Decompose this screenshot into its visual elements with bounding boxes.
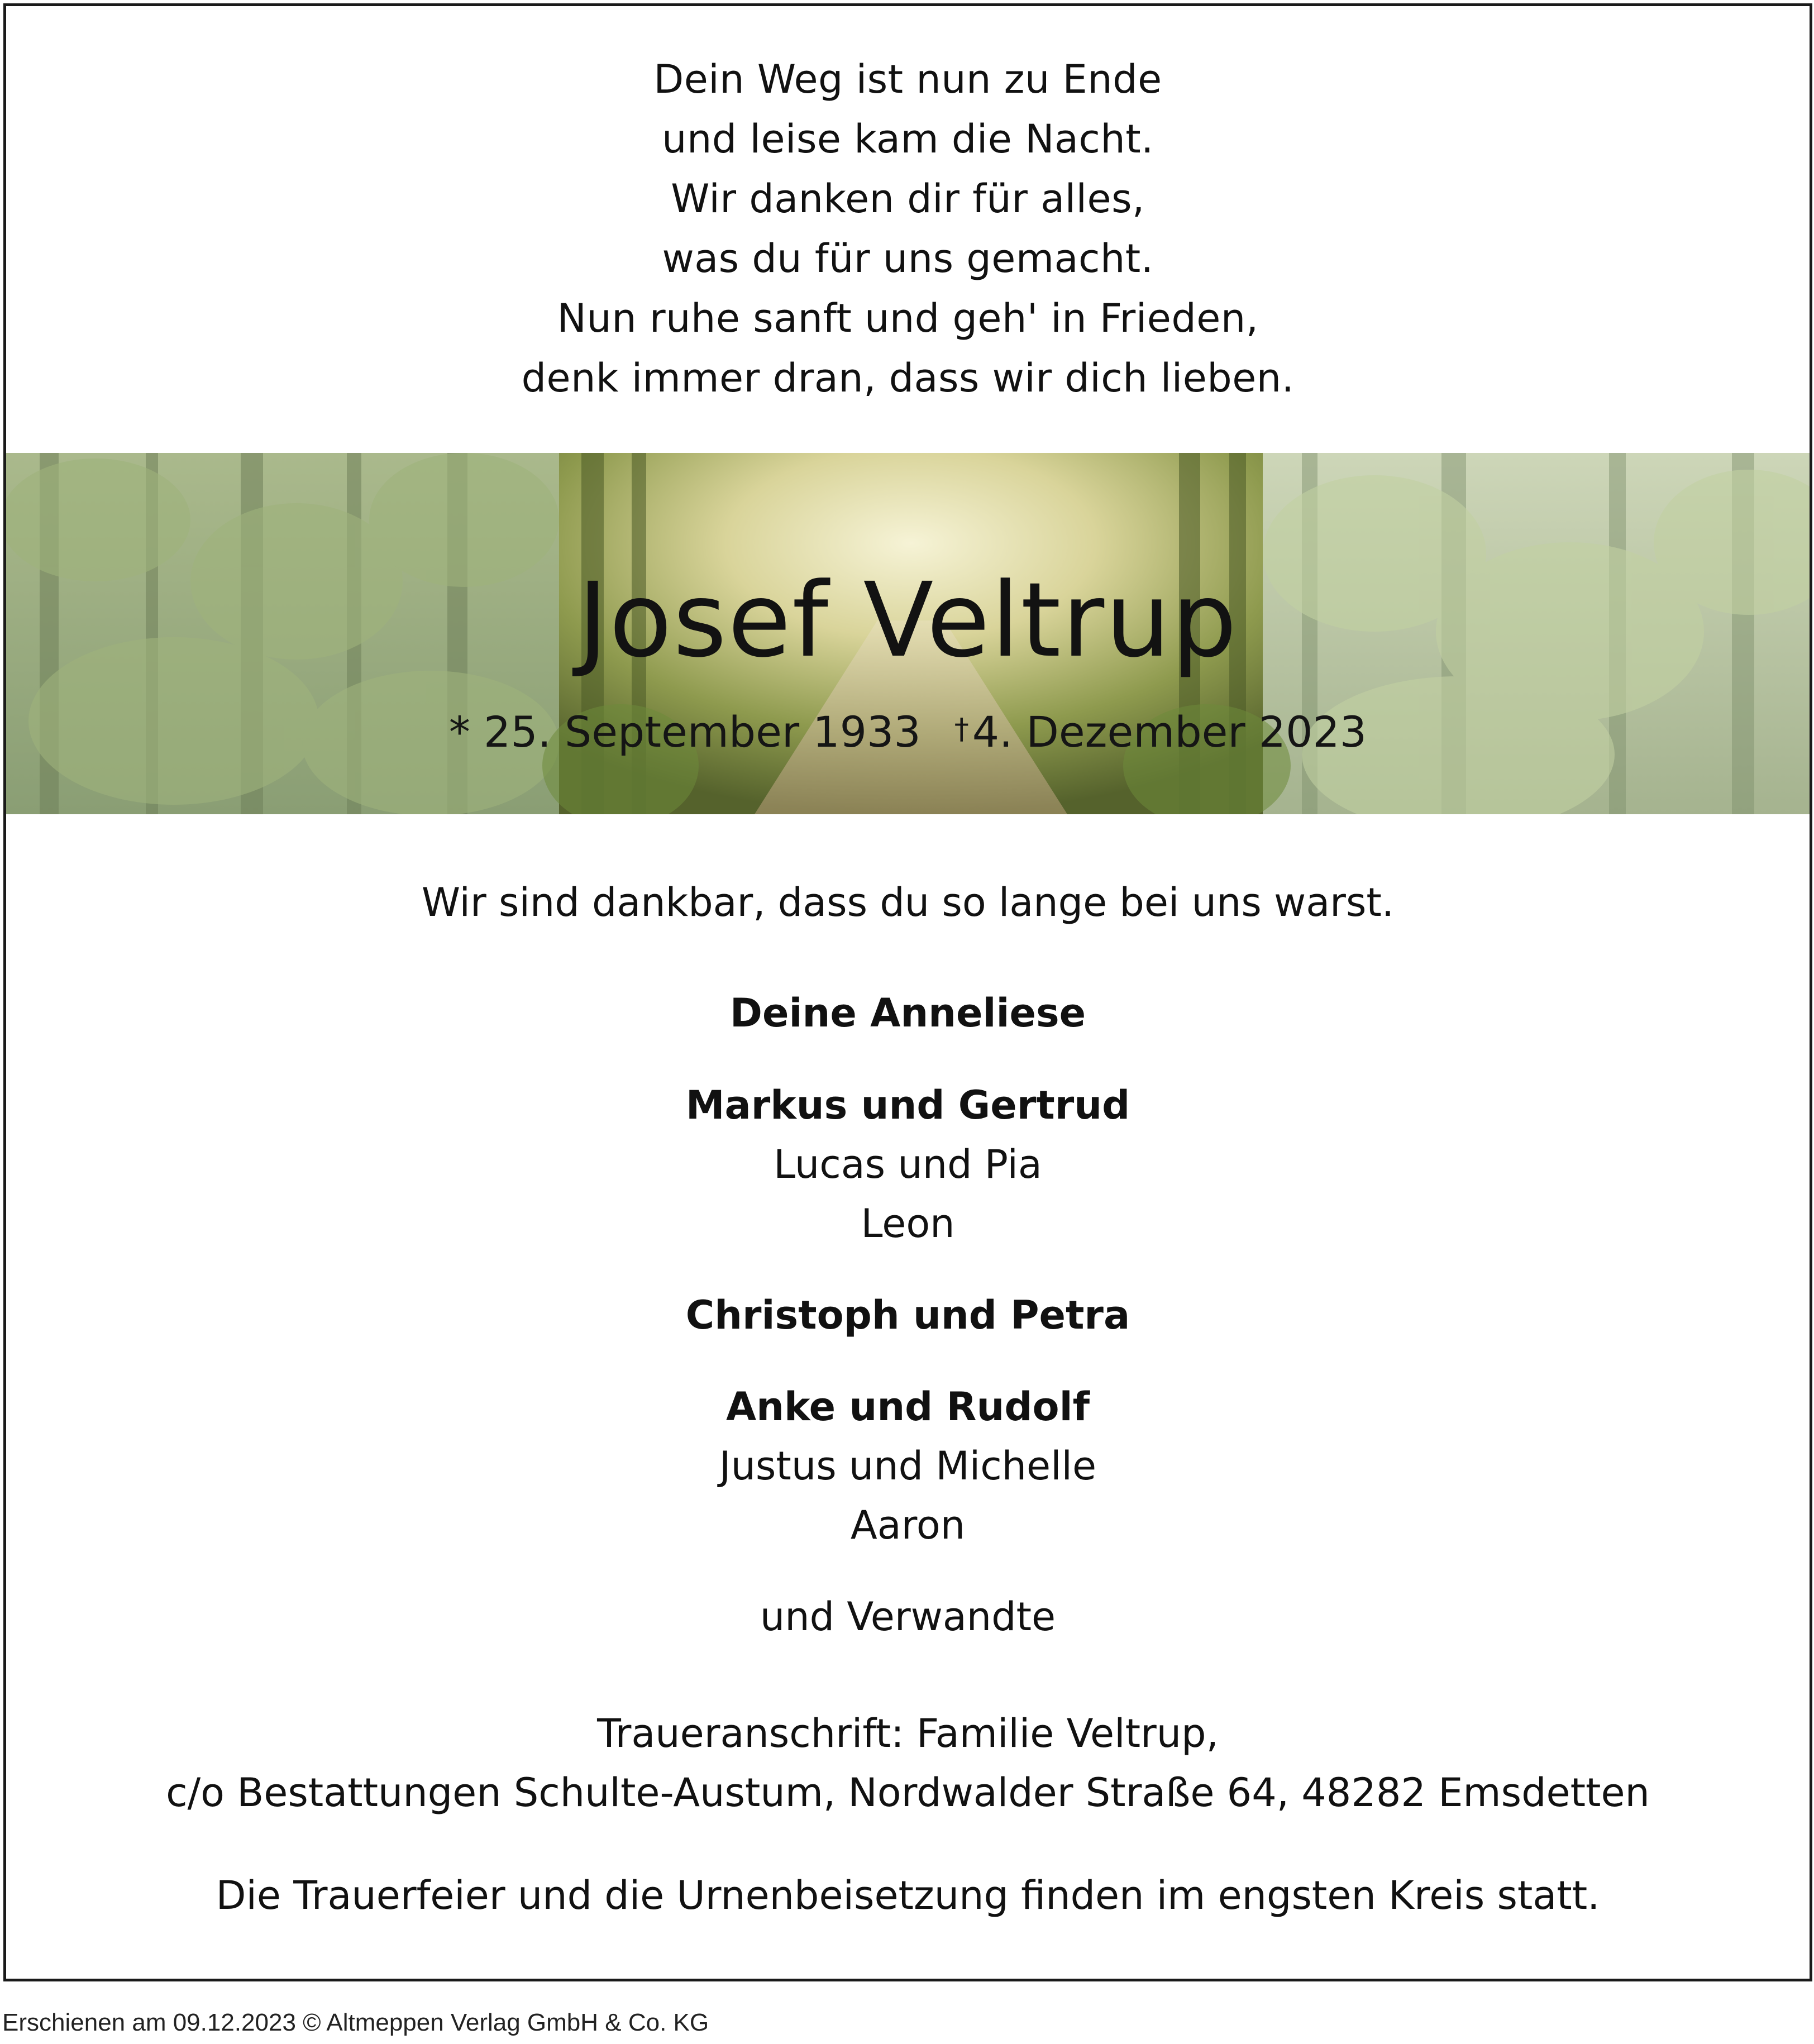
mourner-family-member: Leon	[861, 1201, 955, 1247]
mourner-family-heads: Anke und Rudolf	[725, 1384, 1090, 1430]
deceased-name: Josef Veltrup	[577, 561, 1238, 680]
life-dates	[6, 701, 1810, 760]
gratitude-text: Wir sind dankbar, dass du so lange bei uns warst.	[421, 880, 1395, 925]
poem-line: Nun ruhe sanft und geh' in Frieden,	[557, 295, 1259, 341]
mourner-family-member: Lucas und Pia	[774, 1142, 1042, 1187]
poem-line: denk immer dran, dass wir dich lieben.	[521, 355, 1295, 401]
publication-footer: Erschienen am 09.12.2023 © Altmeppen Verlag GmbH & Co. KG	[2, 2009, 709, 2036]
poem-line: Dein Weg ist nun zu Ende	[653, 56, 1162, 102]
ceremony-note: Die Trauerfeier und die Urnenbeisetzung finden im engsten Kreis statt.	[216, 1873, 1600, 1918]
poem-line: was du für uns gemacht.	[662, 236, 1154, 281]
address-line: Traueranschrift: Familie Veltrup,	[597, 1711, 1219, 1756]
poem	[6, 50, 1810, 408]
address-line: c/o Bestattungen Schulte-Austum, Nordwalder Straße 64, 48282 Emsdetten	[166, 1770, 1650, 1816]
mourner-family-member: Aaron	[850, 1502, 966, 1548]
obituary-notice	[3, 3, 1812, 1981]
mourner-family-member: Justus und Michelle	[719, 1443, 1097, 1489]
mourner-family-heads: Markus und Gertrud	[685, 1082, 1130, 1128]
poem-line: und leise kam die Nacht.	[662, 116, 1154, 162]
cross-symbol: †	[954, 713, 969, 746]
death-date: 4. Dezember 2023	[972, 707, 1367, 757]
poem-line: Wir danken dir für alles,	[671, 176, 1145, 222]
relatives-text: und Verwandte	[760, 1594, 1056, 1640]
mourner-wife: Deine Anneliese	[729, 990, 1086, 1036]
mourner-family-heads: Christoph und Petra	[685, 1292, 1130, 1338]
birth-date: * 25. September 1933	[448, 707, 921, 757]
